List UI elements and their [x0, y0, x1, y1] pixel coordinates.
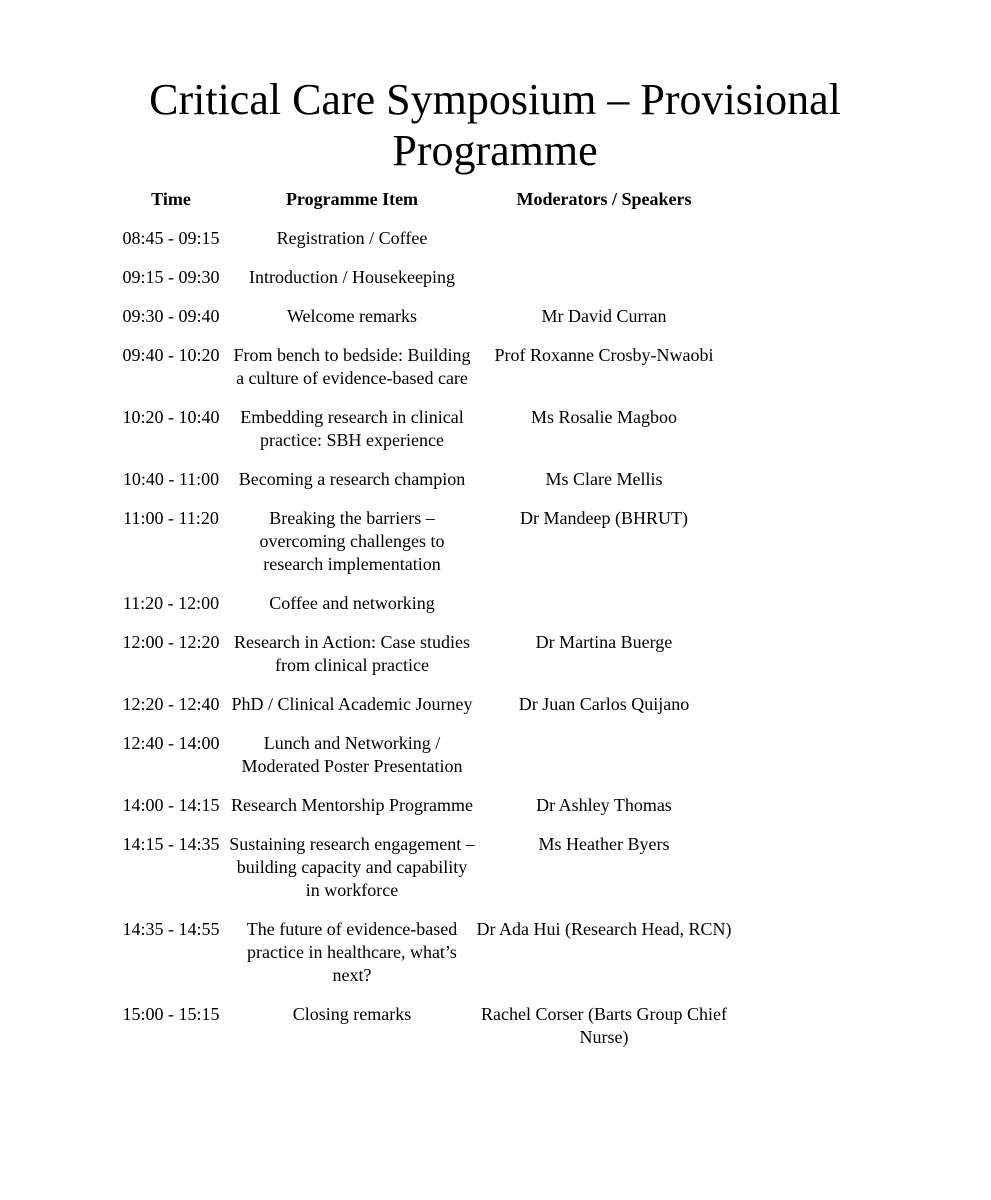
row-time: 10:40 - 11:00	[122, 469, 220, 489]
row-programme-item: Introduction / Housekeeping	[249, 267, 455, 287]
row-speakers	[475, 266, 733, 305]
row-programme-item: Lunch and Networking / Moderated Poster Presentation	[241, 733, 463, 776]
table-body	[113, 227, 733, 1065]
row-programme-item: Closing remarks	[292, 1004, 412, 1024]
row-speakers: Dr Martina Buerge	[535, 632, 673, 652]
row-programme-item: From bench to bedside: Building a culture of evidence-based care	[233, 345, 471, 388]
row-speakers: Dr Mandeep (BHRUT)	[520, 508, 688, 528]
table-header	[113, 188, 733, 227]
page-title: Critical Care Symposium – Provisional Programme	[149, 75, 841, 175]
table-row	[113, 1003, 733, 1065]
table-row	[113, 305, 733, 344]
row-time: 12:40 - 14:00	[122, 733, 220, 753]
table-row	[113, 693, 733, 732]
row-time: 09:15 - 09:30	[122, 267, 220, 287]
row-programme-item: Embedding research in clinical practice: SBH experience	[240, 407, 464, 450]
table-row	[113, 344, 733, 406]
row-programme-item: Coffee and networking	[269, 593, 435, 613]
row-programme-item: Research Mentorship Programme	[231, 795, 473, 815]
row-time: 11:00 - 11:20	[123, 508, 219, 528]
row-programme-item: The future of evidence-based practice in healthcare, what’s next?	[246, 919, 458, 985]
row-time: 15:00 - 15:15	[122, 1004, 220, 1024]
row-time: 14:00 - 14:15	[122, 795, 220, 815]
table-row	[113, 468, 733, 507]
table-row	[113, 266, 733, 305]
row-programme-item: Research in Action: Case studies from clinical practice	[234, 632, 470, 675]
row-programme-item: Welcome remarks	[287, 306, 417, 326]
table-row	[113, 406, 733, 468]
table-row	[113, 833, 733, 918]
table-row	[113, 631, 733, 693]
row-time: 12:00 - 12:20	[122, 632, 220, 652]
row-programme-item: Registration / Coffee	[276, 228, 428, 248]
header-speakers: Moderators / Speakers	[516, 189, 692, 209]
row-time: 11:20 - 12:00	[122, 593, 220, 613]
header-time: Time	[151, 189, 191, 209]
header-programme-item: Programme Item	[285, 189, 419, 209]
header-row	[113, 188, 733, 227]
row-programme-item: Becoming a research champion	[238, 469, 466, 489]
row-speakers: Mr David Curran	[541, 306, 667, 326]
programme-table	[113, 188, 733, 1065]
row-programme-item: Sustaining research engagement – building capacity and capability in workforce	[229, 834, 475, 900]
table-row	[113, 794, 733, 833]
row-time: 08:45 - 09:15	[122, 228, 220, 248]
table-row	[113, 732, 733, 794]
row-speakers: Dr Ada Hui (Research Head, RCN)	[476, 919, 732, 939]
table-row	[113, 227, 733, 266]
table-row	[113, 592, 733, 631]
row-speakers: Prof Roxanne Crosby-Nwaobi	[494, 345, 714, 365]
row-time: 12:20 - 12:40	[122, 694, 220, 714]
row-time: 09:40 - 10:20	[122, 345, 220, 365]
row-speakers	[475, 227, 733, 266]
row-time: 09:30 - 09:40	[122, 306, 220, 326]
table-row	[113, 507, 733, 592]
row-time: 14:15 - 14:35	[122, 834, 220, 854]
table-row	[113, 918, 733, 1003]
row-time: 10:20 - 10:40	[122, 407, 220, 427]
row-speakers: Rachel Corser (Barts Group Chief Nurse)	[481, 1004, 727, 1047]
row-speakers	[475, 592, 733, 631]
row-time: 14:35 - 14:55	[122, 919, 220, 939]
row-speakers: Dr Juan Carlos Quijano	[518, 694, 690, 714]
row-programme-item: Breaking the barriers – overcoming challenges to research implementation	[259, 508, 445, 574]
row-speakers: Ms Clare Mellis	[545, 469, 663, 489]
row-speakers: Dr Ashley Thomas	[536, 795, 672, 815]
row-speakers	[475, 732, 733, 794]
row-programme-item: PhD / Clinical Academic Journey	[231, 694, 473, 714]
row-speakers: Ms Heather Byers	[538, 834, 670, 854]
row-speakers: Ms Rosalie Magboo	[531, 407, 677, 427]
